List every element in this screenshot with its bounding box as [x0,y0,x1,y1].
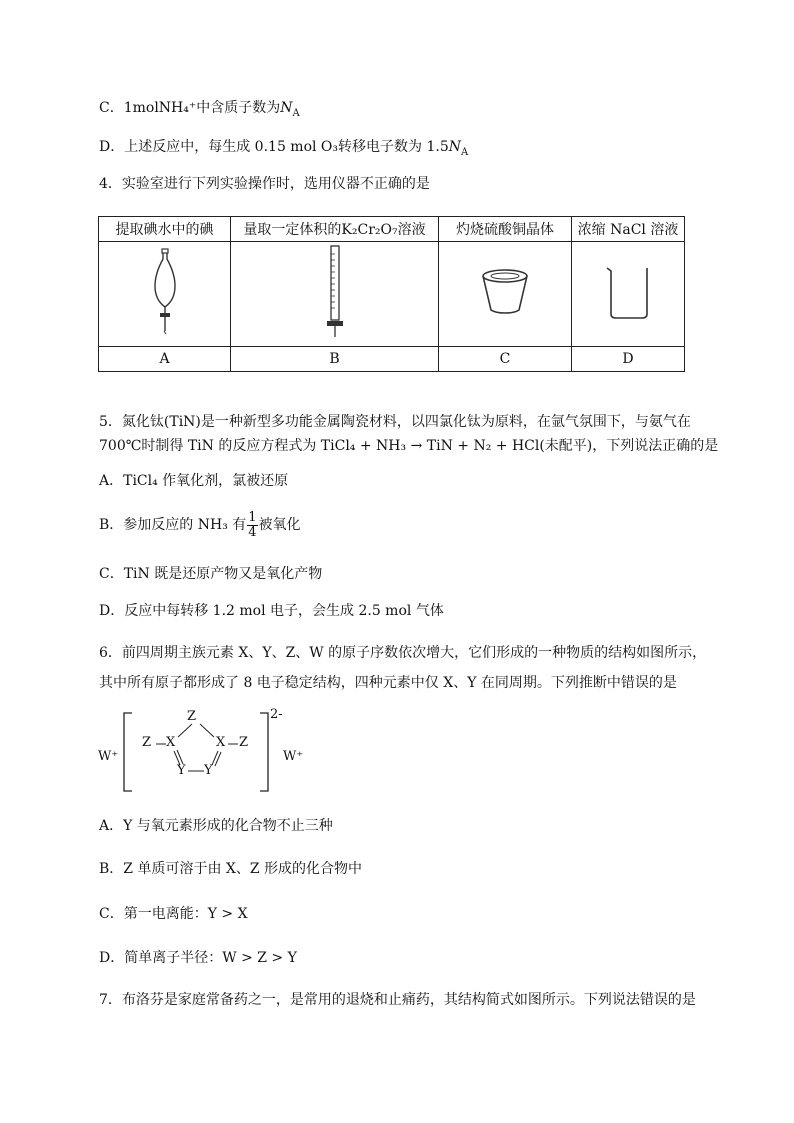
atom-z-top: Z [187,709,197,724]
q3-option-c: C．1molNH₄⁺中含质子数为$N_A$ [99,100,300,119]
crucible-icon [477,266,533,318]
separatory-funnel-image [99,242,231,347]
table-header: 灼烧硫酸铜晶体 [439,217,572,242]
q6-stem-line1: 6．前四周期主族元素 X、Y、Z、W 的原子序数依次增大，它们形成的一种物质的结构如图所示， [99,645,707,661]
option-label: B [231,347,439,372]
option-label: C [439,347,572,372]
q6-structure-diagram [96,707,316,797]
cation-right: W⁺ [283,749,304,764]
q5-option-d: D．反应中每转移 1.2 mol 电子，会生成 2.5 mol 气体 [99,603,444,619]
table-header: 浓缩 NaCl 溶液 [572,217,685,242]
q5-stem-line1: 5．氮化钛(TiN)是一种新型多功能金属陶瓷材料，以四氯化钛为原料，在氩气氛围下，与氨气在 [99,414,691,430]
atom-z-right: Z [239,735,249,750]
separatory-funnel-icon [145,247,185,337]
burette-image [231,242,439,347]
q6-stem-line2: 其中所有原子都形成了 8 电子稳定结构，四种元素中仅 X、Y 在同周期。下列推断中错误的是 [99,675,677,691]
atom-z-left: Z [142,735,152,750]
q5-option-a: A．TiCl₄ 作氧化剂，氯被还原 [99,473,289,489]
q6-option-b: B．Z 单质可溶于由 X、Z 形成的化合物中 [99,861,363,877]
q5-option-b: B．参加反应的 NH₃ 有 $\frac{1}{4}$ 被氧化 [99,509,301,540]
table-header: 量取一定体积的K₂Cr₂O₇溶液 [231,217,439,242]
q5-stem-line2: 700℃时制得 TiN 的反应方程式为 TiCl₄ + NH₃ → TiN + N₂ + HCl(未配平)，下列说法正确的是 [99,438,719,454]
q5-option-c: C．TiN 既是还原产物又是氧化产物 [99,566,323,582]
atom-x-left: X [166,735,176,750]
atom-y-left: Y [177,763,186,778]
charge-label: 2- [270,707,283,722]
crucible-image [439,242,572,347]
beaker-icon [603,264,653,320]
q6-option-c: C．第一电离能：Y > X [99,906,248,922]
table-header: 提取碘水中的碘 [99,217,231,242]
q6-option-a: A．Y 与氧元素形成的化合物不止三种 [99,818,333,834]
beaker-image [572,242,685,347]
q4-apparatus-table [98,216,685,372]
atom-x-right: X [216,735,226,750]
q3-option-d: D．上述反应中，每生成 0.15 mol O₃转移电子数为 $1.5N_A$ [99,139,469,158]
q7-stem: 7．布洛芬是家庭常备药之一，是常用的退烧和止痛药，其结构简式如图所示。下列说法错误的是 [99,992,696,1008]
cation-left: W⁺ [98,749,119,764]
q6-option-d: D．简单离子半径：W > Z > Y [99,950,297,966]
atom-y-right: Y [204,763,213,778]
q4-stem: 4．实验室进行下列实验操作时，选用仪器不正确的是 [99,176,430,192]
option-label: A [99,347,231,372]
burette-icon [320,244,350,340]
fraction: $\frac{1}{4}$ [248,509,257,540]
option-label: D [572,347,685,372]
